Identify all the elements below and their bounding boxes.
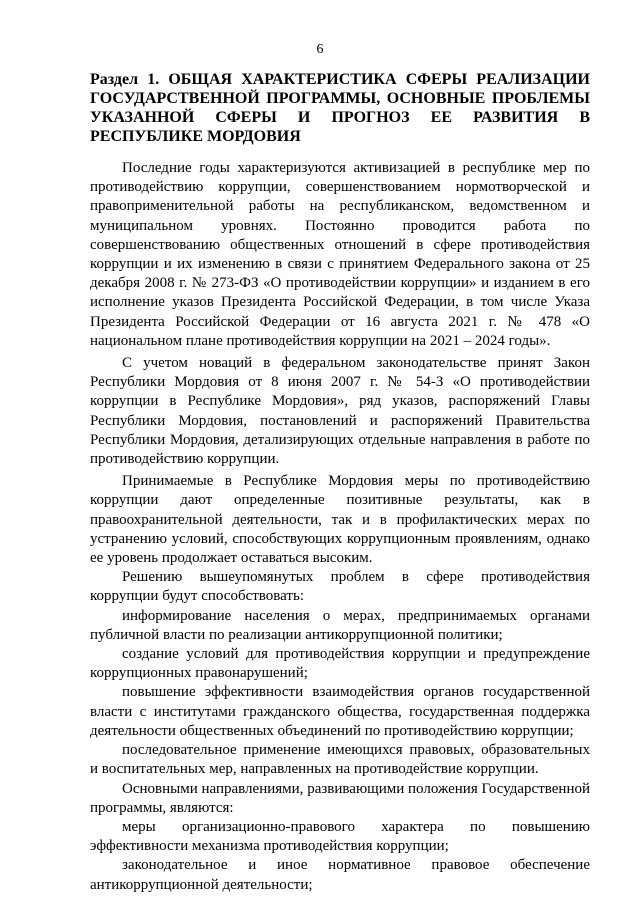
paragraph: Решению вышеупомянутых проблем в сфере противодействия коррупции будут способствовать: [90,569,590,605]
section-heading: Раздел 1. ОБЩАЯ ХАРАКТЕРИСТИКА СФЕРЫ РЕАЛИЗАЦИИ ГОСУДАРСТВЕННОЙ ПРОГРАММЫ, ОСНОВНЫЕ ПРОБЛЕМЫ УКАЗАННОЙ СФЕРЫ И ПРОГНОЗ ЕЕ РАЗВИТИЯ В РЕСПУБЛИКЕ МОРДОВИЯ [90,71,590,145]
list-item: последовательное применение имеющихся правовых, образовательных и воспитательных мер, направленных на противодействие коррупции. [90,742,590,778]
page-number: 6 [316,42,324,57]
list-item: законодательное и иное нормативное правовое обеспечение антикоррупционной деятельности; [90,857,590,893]
paragraph: С учетом новаций в федеральном законодательстве принят Закон Республики Мордовия от 8 июня 2007 г. № 54-З «О противодействии коррупции в Республике Мордовия», ряд указов, распоряжений Главы Республики Мордовия, постановлений и распоряжений Правительства Республики Мордовия, детализирующих отдельные направления в работе по противодействию коррупции. [90,355,590,468]
list-item: повышение эффективности взаимодействия органов государственной власти с институтами гражданского общества, государственная поддержка деятельности общественных объединений по противодействию коррупции; [90,684,590,739]
paragraph: Принимаемые в Республике Мордовия меры по противодействию коррупции дают определенные позитивные результаты, как в правоохранительной деятельности, так и в профилактических мерах по устранению условий, способствующих коррупционным проявлениям, однако ее уровень продолжает оставаться высоким. [90,473,590,567]
paragraph: Основными направлениями, развивающими положения Государственной программы, являются: [90,780,590,816]
document-body [90,156,590,895]
list-item: меры организационно-правового характера по повышению эффективности механизма противодействия коррупции; [90,818,590,855]
list-item: создание условий для противодействия коррупции и предупреждение коррупционных правонарушений; [90,646,590,682]
list-item: информирование населения о мерах, предпринимаемых органами публичной власти по реализации антикоррупционной политики; [90,607,590,643]
paragraph: Последние годы характеризуются активизацией в республике мер по противодействию коррупции, совершенствованием нормотворческой и правоприменительной работы на республиканском, ведомственном и муниципальном уровнях. Постоянно проводится работа по совершенствованию общественных отношений в сфере противодействия коррупции и их изменению в связи с принятием Федерального закона от 25 декабря 2008 г. № 273-ФЗ «О противодействии коррупции» и изданием в его исполнение указов Президента Российской Федерации, в том числе Указа Президента Российской Федерации от 16 августа 2021 г. № 478 «О национальном плане противодействия коррупции на 2021 – 2024 годы». [90,160,590,349]
